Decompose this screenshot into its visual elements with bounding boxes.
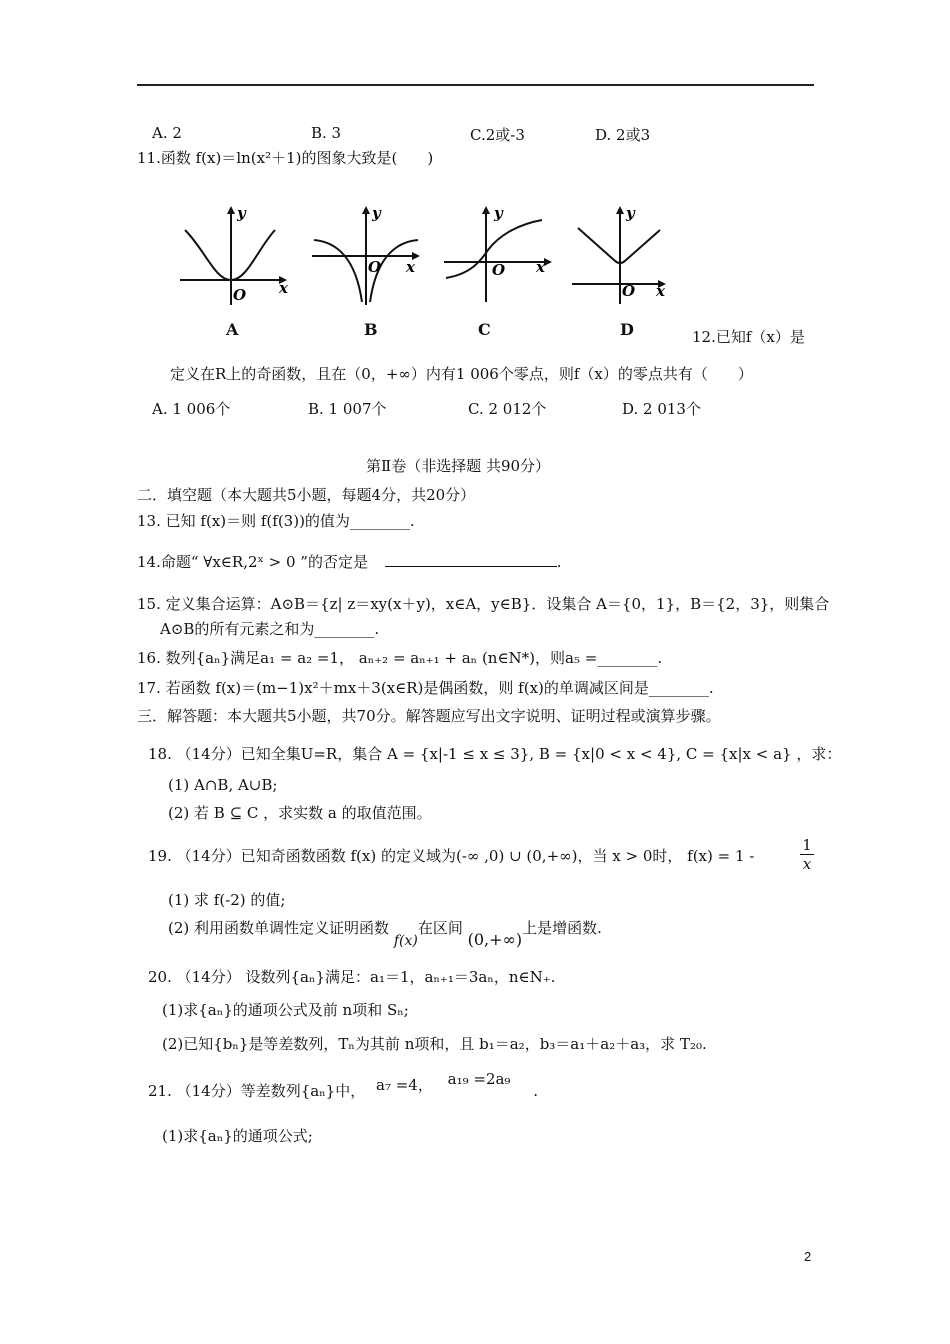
q12-stem-start: 12.已知f（x）是 — [692, 328, 805, 346]
q20-part2: (2)已知{bₙ}是等差数列，Tₙ为其前 n项和，且 b₁＝a₂，b₃＝a₁＋a₂＋a₃，求 T₂₀. — [162, 1035, 707, 1053]
q16: 16. 数列{aₙ}满足a₁ = a₂ =1， aₙ₊₂ = aₙ₊₁ + aₙ (n∈N*)，则a₅ =________. — [137, 649, 663, 667]
q14-text: 14.命题“ ∀x∈R,2ˣ > 0 ”的否定是 — [137, 553, 368, 571]
graph-a-y-label: y — [237, 204, 246, 222]
graph-b-origin: O — [368, 258, 382, 276]
graph-c-y-label: y — [494, 204, 503, 222]
q12-option-a: A. 1 006个 — [152, 400, 231, 418]
graph-d-y-arrow — [616, 206, 624, 214]
graph-d-x-label: x — [656, 282, 665, 300]
q21-part1: (1)求{aₙ}的通项公式; — [162, 1127, 313, 1145]
section2-title: 第Ⅱ卷（非选择题 共90分） — [366, 457, 551, 475]
answer-heading: 三．解答题：本大题共5小题，共70分。解答题应写出文字说明、证明过程或演算步骤。 — [137, 707, 721, 725]
q11-stem: 11.函数 f(x)＝ln(x²＋1)的图象大致是( ) — [137, 149, 434, 167]
q15-line-1: 15. 定义集合运算：A⊙B＝{z| z＝xy(x＋y)，x∈A，y∈B}．设集合 A＝{0，1}，B＝{2，3}，则集合 — [137, 595, 830, 613]
graph-b-label: B — [364, 320, 378, 339]
graph-c-label: C — [478, 320, 491, 339]
graph-c-origin: O — [492, 261, 506, 279]
q15-line-2: A⊙B的所有元素之和为________. — [160, 620, 380, 638]
fill-heading: 二．填空题（本大题共5小题，每题4分，共20分） — [137, 486, 476, 504]
graph-a-x-label: x — [279, 279, 288, 297]
q10-option-b: B. 3 — [311, 124, 342, 142]
q17: 17. 若函数 f(x)＝(m−1)x²＋mx＋3(x∈R)是偶函数，则 f(x)的单调减区间是________. — [137, 679, 714, 697]
q19-part2-mid: 在区间 — [417, 919, 463, 937]
q12-option-c: C. 2 012个 — [468, 400, 547, 418]
graph-c-x-label: x — [536, 258, 545, 276]
graph-a-origin: O — [233, 286, 247, 304]
graph-a — [175, 200, 295, 310]
q19-part2-end: 上是增函数. — [522, 919, 602, 937]
graph-d-label: D — [620, 320, 634, 339]
q18-part2: (2) 若 B ⊆ C ，求实数 a 的取值范围。 — [168, 804, 432, 822]
q19-part2-interval: (0,+∞) — [467, 930, 523, 949]
graph-d-origin: O — [622, 282, 636, 300]
q20-part1: (1)求{aₙ}的通项公式及前 n项和 Sₙ; — [162, 1001, 409, 1019]
graph-b-x-label: x — [406, 258, 415, 276]
q10-option-c: C.2或-3 — [470, 126, 525, 144]
q12-stem: 定义在R上的奇函数，且在（0，+∞）内有1 006个零点，则f（x）的零点共有（ ） — [170, 365, 753, 383]
q18-stem: 18. （14分）已知全集U=R，集合 A = {x|-1 ≤ x ≤ 3}, B = {x|0 < x < 4}, C = {x|x < a} ，求： — [148, 745, 842, 763]
q19-part2-function: f(x) — [393, 933, 418, 949]
q19-part1: (1) 求 f(-2) 的值; — [168, 891, 286, 909]
q12-option-d: D. 2 013个 — [622, 400, 701, 418]
graph-d-y-label: y — [626, 204, 635, 222]
q10-option-a: A. 2 — [152, 124, 182, 142]
q19-part2-text: (2) 利用函数单调性定义证明函数 — [168, 919, 390, 937]
q19-stem: 19. （14分）已知奇函数函数 f(x) 的定义域为(-∞ ,0) ∪ (0,+∞)，当 x > 0时， f(x) = 1 - — [148, 847, 755, 865]
q19-fraction-denominator: x — [800, 854, 814, 873]
q20-stem: 20. （14分） 设数列{aₙ}满足：a₁＝1，aₙ₊₁＝3aₙ，n∈N₊. — [148, 968, 556, 986]
page-number: 2 — [804, 1249, 812, 1264]
q14-blank — [385, 552, 557, 567]
graph-c-y-arrow — [482, 206, 490, 214]
graph-b-y-label: y — [372, 204, 381, 222]
graph-d — [568, 200, 678, 310]
graph-b-y-arrow — [362, 206, 370, 214]
q21-eq2: a₁₉ =2a₉ — [447, 1070, 511, 1088]
q19-fraction — [800, 836, 814, 873]
q12-option-b: B. 1 007个 — [308, 400, 387, 418]
q21-eq1: a₇ =4， — [376, 1076, 433, 1094]
graph-b-curve-left — [314, 240, 362, 302]
graph-a-y-arrow — [227, 206, 235, 214]
header-rule — [137, 84, 814, 86]
q14-line — [137, 552, 562, 572]
q14-end: . — [556, 553, 562, 571]
q21-stem-text: 21. （14分）等差数列{aₙ}中， — [148, 1082, 366, 1100]
graph-b — [308, 200, 428, 310]
q19-fraction-numerator: 1 — [802, 836, 812, 854]
graph-c-x-arrow — [544, 258, 552, 266]
graph-a-label: A — [226, 320, 239, 339]
q21-stem — [148, 1070, 539, 1101]
graph-c — [440, 200, 560, 310]
q18-part1: (1) A∩B, A∪B; — [168, 776, 278, 794]
q13: 13. 已知 f(x)＝则 f(f(3))的值为________. — [137, 512, 415, 530]
q10-option-d: D. 2或3 — [595, 126, 651, 144]
q19-part2 — [168, 918, 602, 949]
q21-end: . — [533, 1082, 539, 1100]
